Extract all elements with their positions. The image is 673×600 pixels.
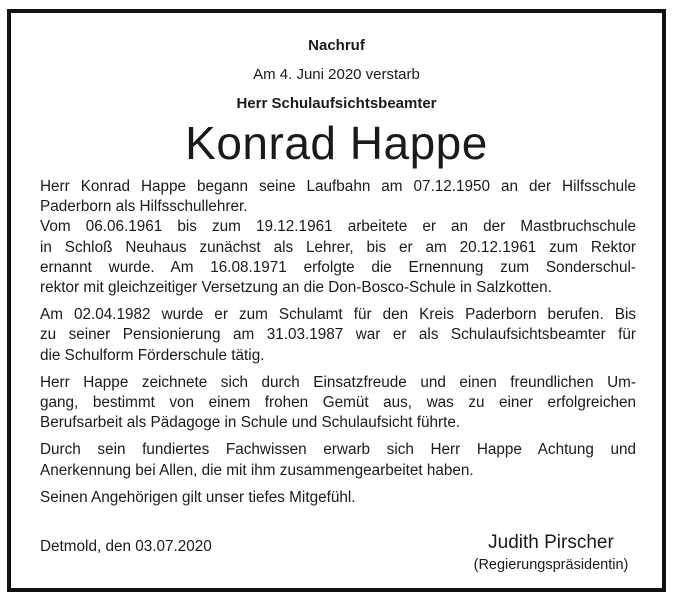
paragraph-character: [40, 373, 636, 434]
deceased-name: Konrad Happe: [185, 117, 488, 169]
obituary-body: [40, 177, 636, 515]
signature-block: [451, 531, 651, 575]
body-line: Am 02.04.1982 wurde er zum Schulamt für den Kreis Paderborn berufen. Bis: [40, 306, 636, 324]
paragraph-school-office: [40, 305, 636, 366]
body-line: gang, bestimmt von einem frohen Gemüt aus, was zu einer erfolgreichen: [40, 394, 636, 412]
body-line: ernannt wurde. Am 16.08.1971 erfolgte die Ernennung zum Sonderschul-: [40, 258, 636, 276]
body-line: Berufsarbeit als Pädagoge in Schule und Schulaufsicht führte.: [40, 414, 461, 432]
paragraph-recognition: [40, 440, 636, 480]
signer-role: (Regierungspräsidentin): [473, 557, 629, 573]
body-line: die Schulform Förderschule tätig.: [40, 346, 265, 364]
notice-heading: Nachruf: [308, 37, 365, 54]
body-line: Herr Happe zeichnete sich durch Einsatzfreude und einen freundlichen Um-: [40, 373, 636, 391]
deceased-title: Herr Schulaufsichtsbeamter: [236, 95, 437, 112]
body-line: Seinen Angehörigen gilt unser tiefes Mitgefühl.: [40, 488, 356, 506]
body-line: Herr Konrad Happe begann seine Laufbahn am 07.12.1950 an der Hilfsschule: [40, 178, 636, 195]
body-line: in Schloß Neuhaus zunächst als Lehrer, bis er am 20.12.1961 zum Rektor: [40, 238, 636, 256]
body-line: rektor mit gleichzeitiger Versetzung an die Don-Bosco-Schule in Salzkotten.: [40, 279, 552, 297]
signer-name: Judith Pirscher: [488, 532, 614, 553]
death-date-line: Am 4. Juni 2020 verstarb: [253, 66, 420, 83]
body-line: Vom 06.06.1961 bis zum 19.12.1961 arbeitete er an der Mastbruchschule: [40, 218, 636, 236]
body-line: Durch sein fundiertes Fachwissen erwarb sich Herr Happe Achtung und: [40, 441, 636, 459]
paragraph-condolence: [40, 488, 636, 508]
place-and-date: Detmold, den 03.07.2020: [40, 538, 212, 555]
obituary-frame: [7, 9, 666, 592]
body-line: zu seiner Pensionierung am 31.03.1987 war er als Schulaufsichtsbeamter für: [40, 326, 636, 344]
body-line: Paderborn als Hilfsschullehrer.: [40, 198, 248, 216]
body-line: Anerkennung bei Allen, die mit ihm zusammengearbeitet haben.: [40, 461, 474, 479]
paragraph-career: [40, 177, 636, 298]
